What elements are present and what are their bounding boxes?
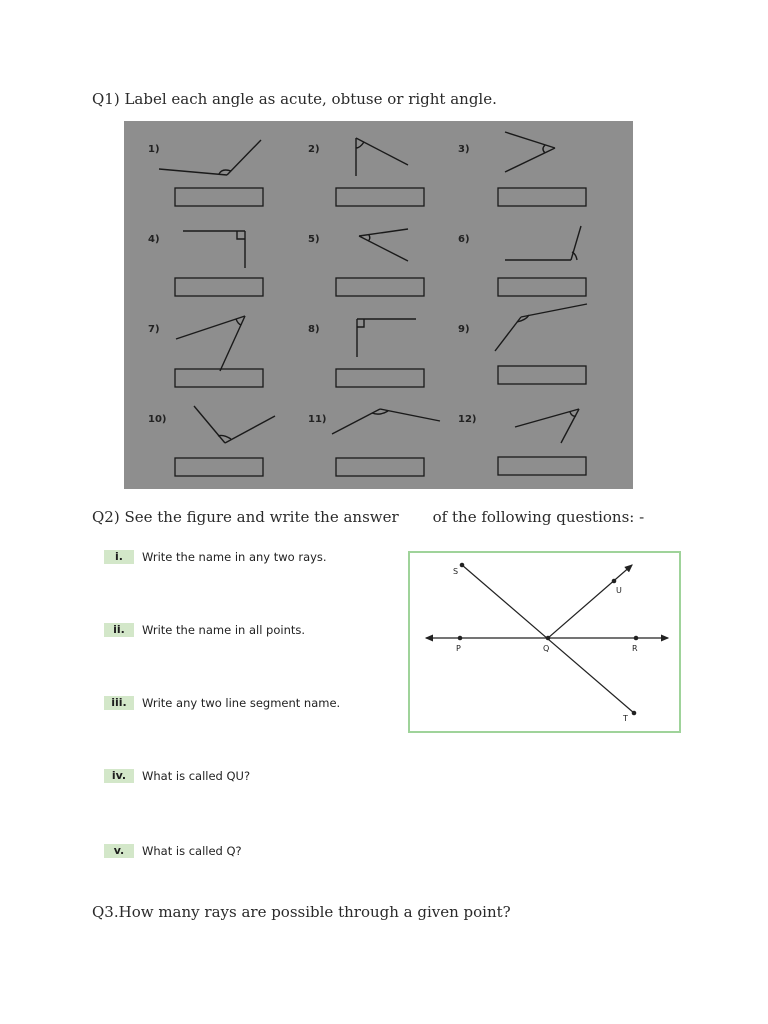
q3-title: Q3.How many rays are possible through a given point? [92, 903, 511, 921]
angle-grid [124, 121, 633, 489]
q2-title [92, 508, 644, 526]
item-number: 4) [148, 234, 160, 245]
subquestion-1 [104, 549, 327, 565]
item-number: 5) [308, 234, 320, 245]
angle-8 [357, 319, 416, 357]
point-p [458, 636, 463, 641]
item-number: 9) [458, 324, 470, 335]
label-s: S [453, 567, 459, 576]
angle-10 [194, 406, 275, 443]
angle-1 [159, 140, 261, 175]
subquestion-number: i. [104, 550, 134, 564]
angle-2 [356, 138, 408, 176]
subquestion-2 [104, 622, 305, 638]
point-r [634, 636, 639, 641]
item-number: 8) [308, 324, 320, 335]
item-number: 2) [308, 144, 320, 155]
subquestion-number: iii. [104, 696, 134, 710]
label-u: U [616, 586, 622, 595]
item-number: 12) [458, 414, 477, 425]
point-q [546, 636, 551, 641]
subquestion-text: Write any two line segment name. [142, 696, 341, 710]
subquestion-number: iv. [104, 769, 134, 783]
subquestion-number: v. [104, 844, 134, 858]
answer-box-6[interactable] [498, 278, 586, 296]
angle-4 [183, 231, 245, 268]
label-t: T [623, 714, 628, 723]
angle-9 [495, 304, 587, 351]
item-number: 1) [148, 144, 160, 155]
subquestion-5 [104, 843, 242, 859]
subquestion-text: Write the name in all points. [142, 623, 306, 637]
item-number: 11) [308, 414, 327, 425]
answer-box-5[interactable] [336, 278, 424, 296]
answer-box-7[interactable] [175, 369, 263, 387]
subquestion-text: What is called Q? [142, 844, 242, 858]
angle-11 [332, 409, 440, 434]
subquestion-text: Write the name in any two rays. [142, 550, 327, 564]
angle-12 [515, 409, 579, 443]
answer-box-1[interactable] [175, 188, 263, 206]
subquestion-text: What is called QU? [142, 769, 251, 783]
subquestion-3 [104, 695, 340, 711]
label-q: Q [543, 644, 550, 653]
item-number: 10) [148, 414, 167, 425]
point-t [632, 711, 637, 716]
q1-angle-panel [124, 121, 633, 489]
subquestion-4 [104, 768, 250, 784]
item-number: 6) [458, 234, 470, 245]
q1-title: Q1) Label each angle as acute, obtuse or right angle. [92, 90, 497, 108]
angle-5 [359, 229, 408, 261]
answer-box-2[interactable] [336, 188, 424, 206]
item-number: 3) [458, 144, 470, 155]
label-p: P [456, 644, 461, 653]
answer-box-11[interactable] [336, 458, 424, 476]
item-number: 7) [148, 324, 160, 335]
q2-title-part1: Q2) See the figure and write the answer [92, 508, 399, 526]
answer-box-9[interactable] [498, 366, 586, 384]
angle-3 [505, 132, 555, 172]
answer-box-4[interactable] [175, 278, 263, 296]
rays-figure [408, 551, 681, 733]
point-s [460, 563, 465, 568]
ray-qu [548, 565, 632, 638]
answer-box-8[interactable] [336, 369, 424, 387]
answer-box-3[interactable] [498, 188, 586, 206]
angle-7 [176, 316, 245, 371]
angle-6 [505, 226, 581, 260]
label-r: R [632, 644, 638, 653]
answer-box-10[interactable] [175, 458, 263, 476]
rays-diagram [410, 553, 679, 731]
answer-box-12[interactable] [498, 457, 586, 475]
subquestion-number: ii. [104, 623, 134, 637]
point-u [612, 579, 617, 584]
q2-title-part2: of the following questions: - [432, 508, 645, 526]
